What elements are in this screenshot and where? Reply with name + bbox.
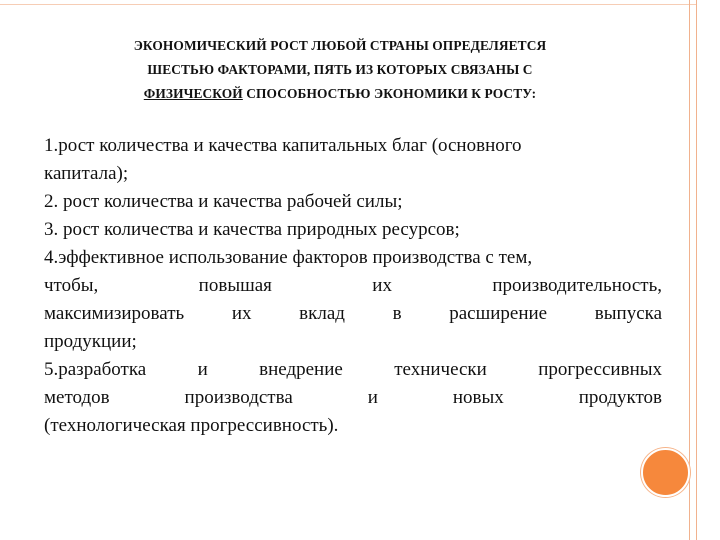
title-line-2: ШЕСТЬЮ ФАКТОРАМИ, ПЯТЬ ИЗ КОТОРЫХ СВЯЗАНЫ С (147, 62, 533, 77)
factor-list (44, 132, 662, 440)
list-item-1 (44, 132, 662, 188)
frame-right-border (689, 0, 697, 540)
list-item-5 (44, 356, 662, 440)
frame-top-line (0, 4, 697, 5)
title-line-3-rest: СПОСОБНОСТЬЮ ЭКОНОМИКИ К РОСТУ: (242, 86, 537, 101)
list-item-4-line-4: продукции; (44, 331, 137, 352)
title-underlined-word: ФИЗИЧЕСКОЙ (143, 86, 243, 101)
list-item-5-line-2: методов производства и новых продуктов (44, 387, 662, 408)
list-item-2-line-1: 2. рост количества и качества рабочей силы; (44, 191, 403, 212)
list-item-4-line-1: 4.эффективное использование факторов производства с тем, (44, 247, 533, 268)
list-item-1-line-1: 1.рост количества и качества капитальных благ (основного (44, 135, 522, 156)
list-item-5-line-1: 5.разработка и внедрение технически прогрессивных (44, 359, 662, 380)
list-item-3 (44, 216, 662, 244)
list-item-4 (44, 244, 662, 356)
orange-circle-decoration (641, 448, 690, 497)
list-item-4-line-3: максимизировать их вклад в расширение выпуска (44, 303, 662, 324)
list-item-2 (44, 188, 662, 216)
list-item-4-line-2: чтобы, повышая их производительность, (44, 275, 662, 296)
list-item-1-line-2: капитала); (44, 163, 129, 184)
list-item-5-line-3: (технологическая прогрессивность). (44, 415, 339, 436)
title-line-1: ЭКОНОМИЧЕСКИЙ РОСТ ЛЮБОЙ СТРАНЫ ОПРЕДЕЛЯЕТСЯ (133, 38, 547, 53)
title-line-3 (60, 82, 620, 106)
list-item-3-line-1: 3. рост количества и качества природных ресурсов; (44, 219, 460, 240)
slide-title (60, 34, 620, 106)
